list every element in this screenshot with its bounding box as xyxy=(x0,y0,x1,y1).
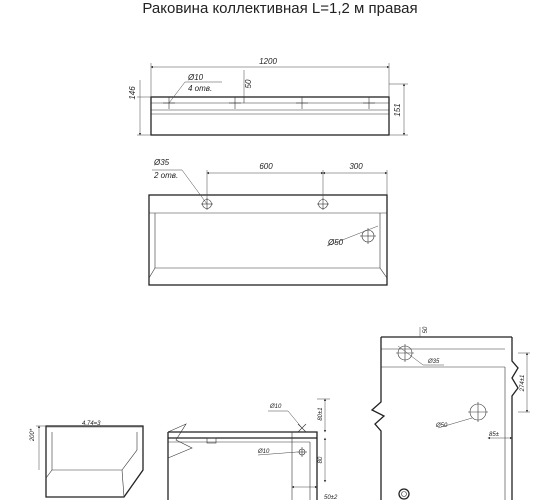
label-4-holes: 4 отв. xyxy=(188,84,213,93)
front-view-outline xyxy=(149,195,387,285)
label-2-holes: 2 отв. xyxy=(154,171,179,180)
detail-view xyxy=(372,326,530,500)
label-section-dim-mid: 80 xyxy=(318,456,324,464)
label-hole-d35: Ø35 xyxy=(154,158,170,167)
label-600: 600 xyxy=(259,162,273,171)
detail-break-line xyxy=(372,337,384,500)
label-drain-d50: Ø50 xyxy=(328,238,344,247)
label-detail-85: 85± xyxy=(489,432,499,438)
label-200: 200* xyxy=(30,428,36,442)
label-50: 50 xyxy=(244,79,253,89)
front-view xyxy=(149,158,387,285)
detail-right-edge xyxy=(512,337,518,500)
label-section-hole-low: Ø10 xyxy=(258,449,270,455)
detail-bottom-hole xyxy=(399,489,409,499)
label-hole-d10: Ø10 xyxy=(188,73,204,82)
top-view xyxy=(128,57,408,135)
label-300: 300 xyxy=(349,162,363,171)
label-section-dim-bottom: 50±2 xyxy=(324,495,338,501)
section-view xyxy=(168,399,338,501)
label-slope: 4.74=3 xyxy=(82,421,101,427)
label-146: 146 xyxy=(128,86,137,100)
side-view xyxy=(30,421,143,497)
label-section-hole-top: Ø10 xyxy=(270,404,282,410)
drawing-title: Раковина коллективная L=1,2 м правая xyxy=(142,0,418,17)
label-151: 151 xyxy=(393,103,402,117)
label-detail-drain: Ø50 xyxy=(436,423,448,429)
label-detail-274: 274±1 xyxy=(520,374,526,392)
label-detail-hole: Ø35 xyxy=(428,359,440,365)
label-1200: 1200 xyxy=(259,57,277,66)
label-detail-50: 50 xyxy=(423,326,429,334)
label-section-dim-top: 80±1 xyxy=(318,407,324,421)
